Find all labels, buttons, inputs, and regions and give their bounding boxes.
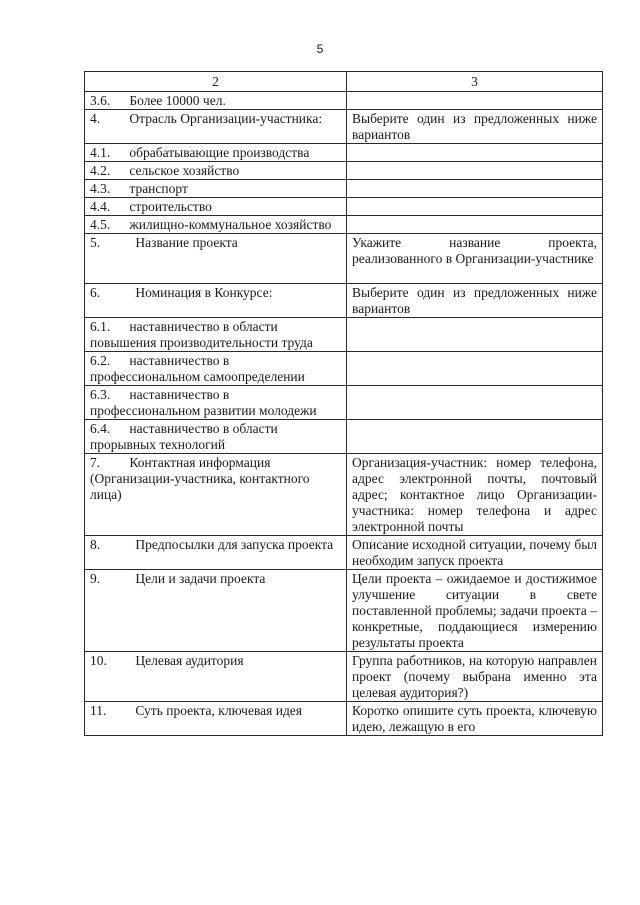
page-number: 5: [316, 42, 324, 56]
hint-cell: [347, 216, 603, 234]
item-label: наставничество в профессиональном развитии молодежи: [90, 387, 317, 418]
item-label: Предпосылки для запуска проекта: [135, 537, 334, 552]
field-label-cell: [85, 234, 347, 284]
item-number: 4.4.: [90, 199, 111, 214]
field-label-cell: [85, 162, 347, 180]
field-label-cell: [85, 318, 347, 352]
item-label: строительство: [129, 199, 212, 214]
hint-cell: [347, 420, 603, 454]
item-number: 8.: [90, 537, 101, 552]
item-number: 11.: [90, 703, 107, 718]
table-row: [85, 216, 603, 234]
item-number: 7.: [90, 455, 101, 470]
item-label: Контактная информация (Организации-участника, контактного лица): [90, 455, 310, 502]
table-row: [85, 420, 603, 454]
item-number: 6.4.: [90, 421, 111, 436]
field-label-cell: [85, 570, 347, 652]
item-label: Цели и задачи проекта: [135, 571, 266, 586]
table-row: [85, 110, 603, 144]
table-row: [85, 144, 603, 162]
table-row: [85, 284, 603, 318]
hint-cell: Описание исходной ситуации, почему был необходим запуск проекта: [347, 536, 603, 570]
table-row: [85, 180, 603, 198]
hint-cell: Цели проекта – ожидаемое и достижимое улучшение ситуации в свете поставленной проблемы; задачи проекта – конкретные, поддающиеся измерению результаты проекта: [347, 570, 603, 652]
field-label-cell: [85, 92, 347, 110]
field-label-cell: [85, 198, 347, 216]
item-label: наставничество в области повышения производительности труда: [90, 319, 313, 350]
field-label-cell: [85, 702, 347, 736]
item-label: Целевая аудитория: [135, 653, 244, 668]
table-row: [85, 454, 603, 536]
item-number: 6.2.: [90, 353, 111, 368]
item-label: обрабатывающие производства: [129, 145, 310, 160]
table-row: [85, 702, 603, 736]
table-row: [85, 92, 603, 110]
table-row: [85, 386, 603, 420]
item-number: 4.5.: [90, 217, 111, 232]
item-number: 4.2.: [90, 163, 111, 178]
table-row: [85, 352, 603, 386]
field-label-cell: [85, 144, 347, 162]
hint-cell: [347, 180, 603, 198]
item-label: сельское хозяйство: [129, 163, 240, 178]
item-label: Номинация в Конкурсе:: [135, 285, 273, 300]
hint-cell: Коротко опишите суть проекта, ключевую идею, лежащую в его: [347, 702, 603, 736]
hint-cell: [347, 386, 603, 420]
table-row: [85, 162, 603, 180]
item-number: 3.6.: [90, 93, 111, 108]
hint-cell: [347, 162, 603, 180]
column-number-row: [85, 72, 603, 92]
field-label-cell: [85, 386, 347, 420]
field-label-cell: [85, 284, 347, 318]
table-row: [85, 570, 603, 652]
item-number: 4.: [90, 111, 101, 126]
field-label-cell: [85, 454, 347, 536]
hint-cell: [347, 318, 603, 352]
item-label: Более 10000 чел.: [129, 93, 226, 108]
table-row: [85, 234, 603, 284]
item-number: 6.: [90, 285, 101, 300]
table-row: [85, 318, 603, 352]
hint-cell: Организация-участник: номер телефона, адрес электронной почты, почтовый адрес; контактное лицо Организации-участника: номер телефона и адрес электронной почты: [347, 454, 603, 536]
hint-cell: Выберите один из предложенных ниже вариантов: [347, 110, 603, 144]
item-label: транспорт: [129, 181, 188, 196]
field-label-cell: [85, 352, 347, 386]
table-row: [85, 652, 603, 702]
item-number: 6.3.: [90, 387, 111, 402]
hint-cell: [347, 198, 603, 216]
item-label: жилищно-коммунальное хозяйство: [129, 217, 332, 232]
hint-cell: [347, 352, 603, 386]
item-label: наставничество в области прорывных технологий: [90, 421, 278, 452]
table-row: [85, 536, 603, 570]
item-number: 4.3.: [90, 181, 111, 196]
item-number: 10.: [90, 653, 107, 668]
field-label-cell: [85, 110, 347, 144]
hint-cell: Выберите один из предложенных ниже вариантов: [347, 284, 603, 318]
hint-cell: Укажите название проекта, реализованного в Организации-участнике: [347, 234, 603, 284]
item-label: Отрасль Организации-участника:: [129, 111, 323, 126]
application-form-table: [84, 71, 603, 736]
column-header: 2: [85, 72, 347, 92]
table-row: [85, 198, 603, 216]
item-label: Название проекта: [135, 235, 238, 250]
field-label-cell: [85, 216, 347, 234]
item-number: 9.: [90, 571, 101, 586]
item-number: 5.: [90, 235, 101, 250]
item-label: Суть проекта, ключевая идея: [135, 703, 303, 718]
hint-cell: Группа работников, на которую направлен проект (почему выбрана именно эта целевая аудитория?): [347, 652, 603, 702]
item-label: наставничество в профессиональном самоопределении: [90, 353, 305, 384]
column-header: 3: [347, 72, 603, 92]
hint-cell: [347, 144, 603, 162]
field-label-cell: [85, 652, 347, 702]
field-label-cell: [85, 420, 347, 454]
field-label-cell: [85, 180, 347, 198]
item-number: 6.1.: [90, 319, 111, 334]
item-number: 4.1.: [90, 145, 111, 160]
hint-cell: [347, 92, 603, 110]
field-label-cell: [85, 536, 347, 570]
